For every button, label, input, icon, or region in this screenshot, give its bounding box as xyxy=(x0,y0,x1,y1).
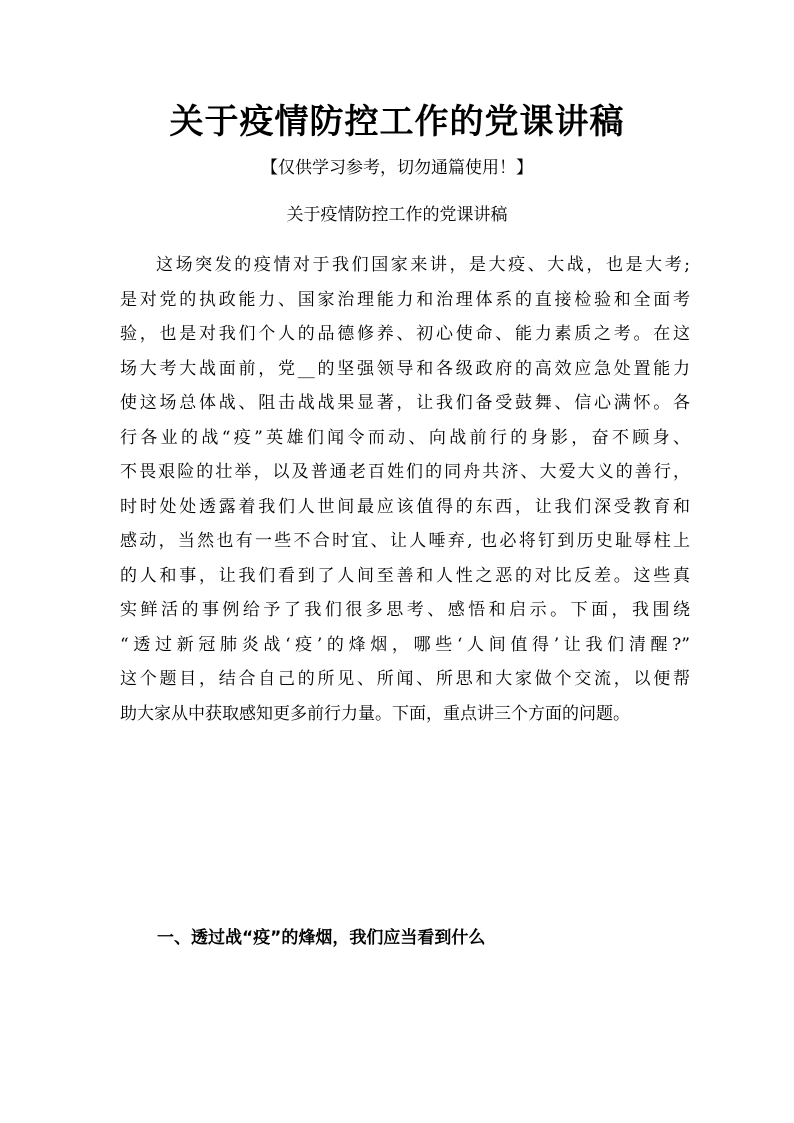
paragraph-line: 助大家从中获取感知更多前行力量。下面，重点讲三个方面的问题。 xyxy=(120,703,630,724)
paragraph-line: 验，也是对我们个人的品德修养、初心使命、能力素质之考。在这 xyxy=(120,324,690,344)
paragraph-line: 行各业的战“疫”英雄们闻令而动、向战前行的身影，奋不顾身、 xyxy=(120,427,690,448)
paragraph-line: 场大考大战面前，党__的坚强领导和各级政府的高效应急处置能力 xyxy=(120,358,690,379)
section-heading: 一、透过战“疫”的烽烟，我们应当看到什么 xyxy=(157,928,486,948)
document-title: 关于疫情防控工作的党课讲稿 xyxy=(169,102,625,142)
body-paragraph xyxy=(120,248,690,731)
usage-notice: 【仅供学习参考，切勿通篇使用！】 xyxy=(261,158,533,178)
paragraph-line: 是对党的执政能力、国家治理能力和治理体系的直接检验和全面考 xyxy=(120,289,690,310)
paragraph-line: 不畏艰险的壮举，以及普通老百姓们的同舟共济、大爱大义的善行， xyxy=(120,462,690,482)
document-subtitle: 关于疫情防控工作的党课讲稿 xyxy=(286,205,508,225)
paragraph-line: 使这场总体战、阻击战战果显著，让我们备受鼓舞、信心满怀。各 xyxy=(120,393,690,413)
paragraph-line: 这个题目，结合自己的所见、所闻、所思和大家做个交流，以便帮 xyxy=(120,669,690,689)
paragraph-line: 这场突发的疫情对于我们国家来讲，是大疫、大战，也是大考; xyxy=(156,255,690,275)
paragraph-line: 时时处处透露着我们人世间最应该值得的东西，让我们深受教育和 xyxy=(120,496,690,517)
paragraph-line: 实鲜活的事例给予了我们很多思考、感悟和启示。下面，我围绕 xyxy=(120,600,690,620)
paragraph-line: 的人和事，让我们看到了人间至善和人性之恶的对比反差。这些真 xyxy=(120,565,690,586)
paragraph-line: 感动，当然也有一些不合时宜、让人唾弃, 也必将钉到历史耻辱柱上 xyxy=(120,531,690,551)
paragraph-line: “透过新冠肺炎战‘疫’的烽烟，哪些‘人间值得’让我们清醒?” xyxy=(120,634,690,655)
